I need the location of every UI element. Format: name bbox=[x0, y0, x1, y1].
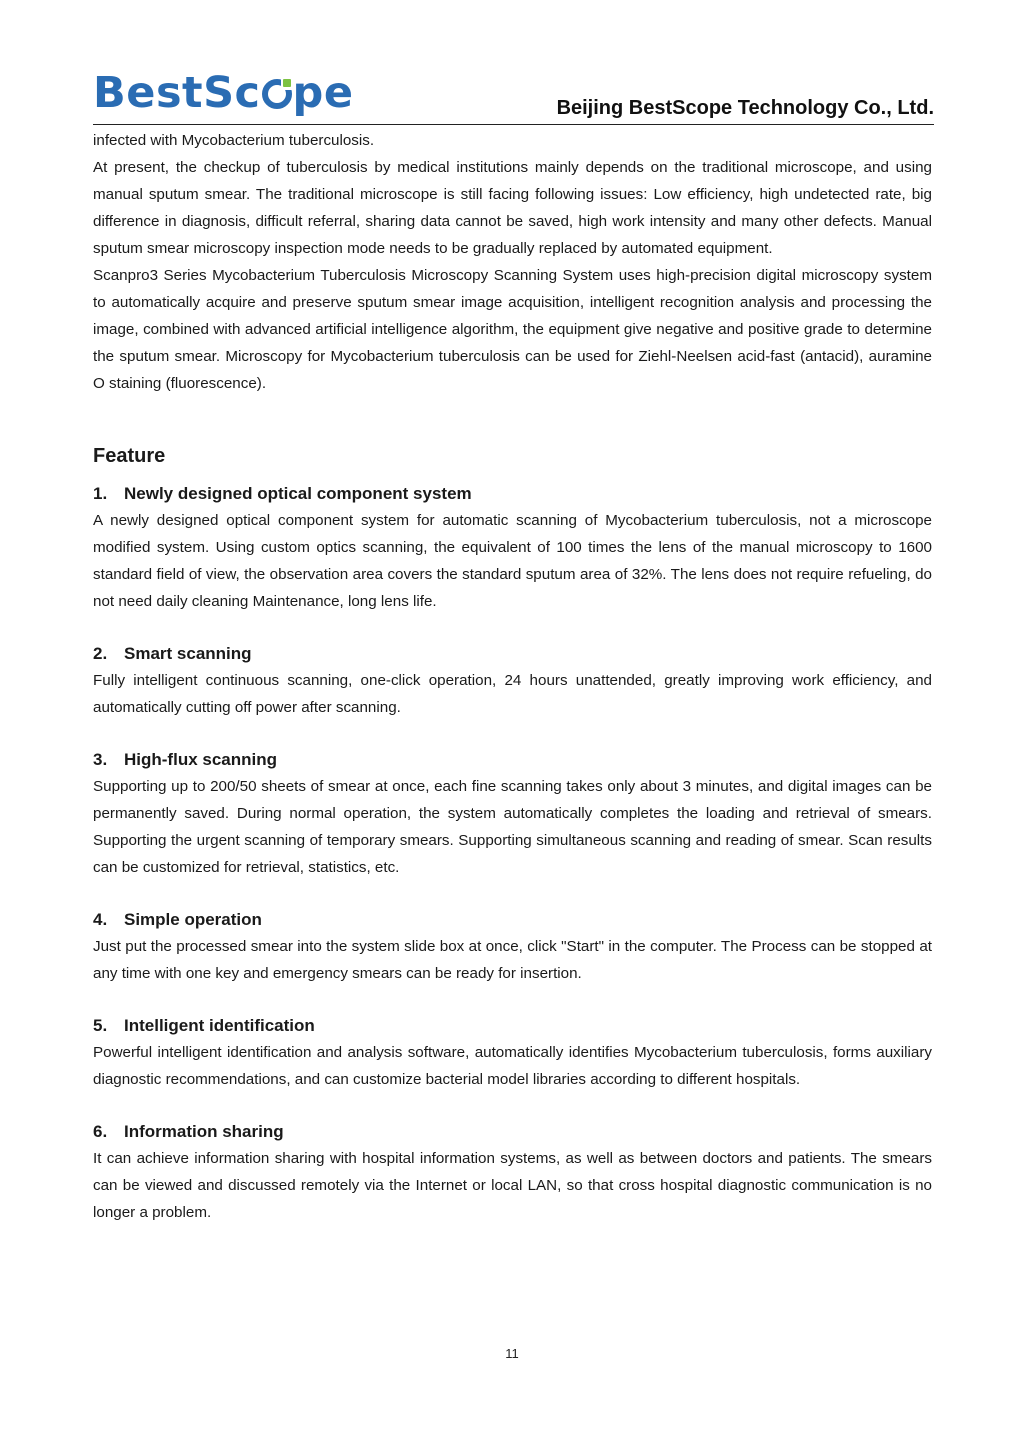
feature-text: Just put the processed smear into the system slide box at once, click "Start" in the computer. The Process can be stopped at any time with one key and emergency smears can be ready for insertion. bbox=[93, 938, 932, 982]
feature-title: Intelligent identification bbox=[124, 1016, 315, 1035]
page-header bbox=[93, 68, 934, 125]
logo-green-square-icon bbox=[283, 79, 291, 87]
feature-title: Information sharing bbox=[124, 1122, 284, 1141]
logo-o-icon bbox=[262, 79, 292, 109]
feature-item-2 bbox=[93, 641, 932, 721]
feature-text: It can achieve information sharing with hospital information systems, as well as between doctors and patients. The smears can be viewed and discussed remotely via the Internet or local LAN, so that cross hospital diagnostic communication is no longer a problem. bbox=[93, 1150, 932, 1221]
feature-item-5 bbox=[93, 1013, 932, 1093]
feature-heading bbox=[93, 747, 932, 773]
feature-number: 4. bbox=[93, 910, 108, 929]
feature-number: 3. bbox=[93, 750, 108, 769]
intro-paragraph-1: infected with Mycobacterium tuberculosis. bbox=[93, 132, 375, 149]
feature-text: Fully intelligent continuous scanning, one-click operation, 24 hours unattended, greatly improving work efficiency, and automatically cutting off power after scanning. bbox=[93, 672, 932, 716]
feature-heading bbox=[93, 907, 932, 933]
feature-title: Smart scanning bbox=[124, 644, 252, 663]
feature-number: 2. bbox=[93, 644, 108, 663]
feature-title: Simple operation bbox=[124, 910, 262, 929]
page-number: 11 bbox=[505, 1346, 519, 1361]
feature-number: 5. bbox=[93, 1016, 108, 1035]
logo-text-part2: pe bbox=[292, 68, 354, 118]
feature-heading bbox=[93, 1013, 932, 1039]
feature-item-6 bbox=[93, 1119, 932, 1226]
feature-item-1 bbox=[93, 481, 932, 615]
intro-paragraph-3: Scanpro3 Series Mycobacterium Tuberculosis Microscopy Scanning System uses high-precision digital microscopy system to automatically acquire and preserve sputum smear image acquisition, intelligent recognition analysis and processing the image, combined with advanced artificial intelligence algorithm, the equipment give negative and positive grade to determine the sputum smear. Microscopy for Mycobacterium tuberculosis can be used for Ziehl-Neelsen acid-fast (antacid), auramine O staining (fluorescence). bbox=[93, 267, 932, 392]
logo-text-part1: BestSc bbox=[93, 68, 261, 118]
feature-item-3 bbox=[93, 747, 932, 881]
intro-paragraph-2: At present, the checkup of tuberculosis by medical institutions mainly depends on the traditional microscope, and using manual sputum smear. The traditional microscope is still facing following issues: Low efficiency, high undetected rate, big difference in diagnosis, difficult referral, sharing data cannot be saved, high work intensity and many other defects. Manual sputum smear microscopy inspection mode needs to be gradually replaced by automated equipment. bbox=[93, 159, 932, 257]
feature-heading bbox=[93, 1119, 932, 1145]
feature-title: Newly designed optical component system bbox=[124, 484, 472, 503]
feature-title: High-flux scanning bbox=[124, 750, 277, 769]
bestscope-logo bbox=[93, 70, 354, 116]
feature-text: A newly designed optical component system for automatic scanning of Mycobacterium tuberculosis, not a microscope modified system. Using custom optics scanning, the equivalent of 100 times the lens of the manual microscopy to 1600 standard field of view, the observation area covers the standard sputum area of 32%. The lens does not require refueling, do not need daily cleaning Maintenance, long lens life. bbox=[93, 512, 932, 610]
feature-text: Powerful intelligent identification and analysis software, automatically identifies Mycobacterium tuberculosis, forms auxiliary diagnostic recommendations, and can customize bacterial model libraries according to different hospitals. bbox=[93, 1044, 932, 1088]
company-name: Beijing BestScope Technology Co., Ltd. bbox=[556, 97, 934, 119]
feature-item-4 bbox=[93, 907, 932, 987]
feature-number: 6. bbox=[93, 1122, 108, 1141]
feature-heading bbox=[93, 481, 932, 507]
feature-text: Supporting up to 200/50 sheets of smear at once, each fine scanning takes only about 3 minutes, and digital images can be permanently saved. During normal operation, the system automatically completes the loading and retrieval of smears. Supporting the urgent scanning of temporary smears. Supporting simultaneous scanning and reading of smear. Scan results can be customized for retrieval, statistics, etc. bbox=[93, 778, 932, 876]
section-title-feature: Feature bbox=[93, 445, 166, 467]
feature-heading bbox=[93, 641, 932, 667]
page-content bbox=[93, 127, 932, 1226]
feature-number: 1. bbox=[93, 484, 108, 503]
